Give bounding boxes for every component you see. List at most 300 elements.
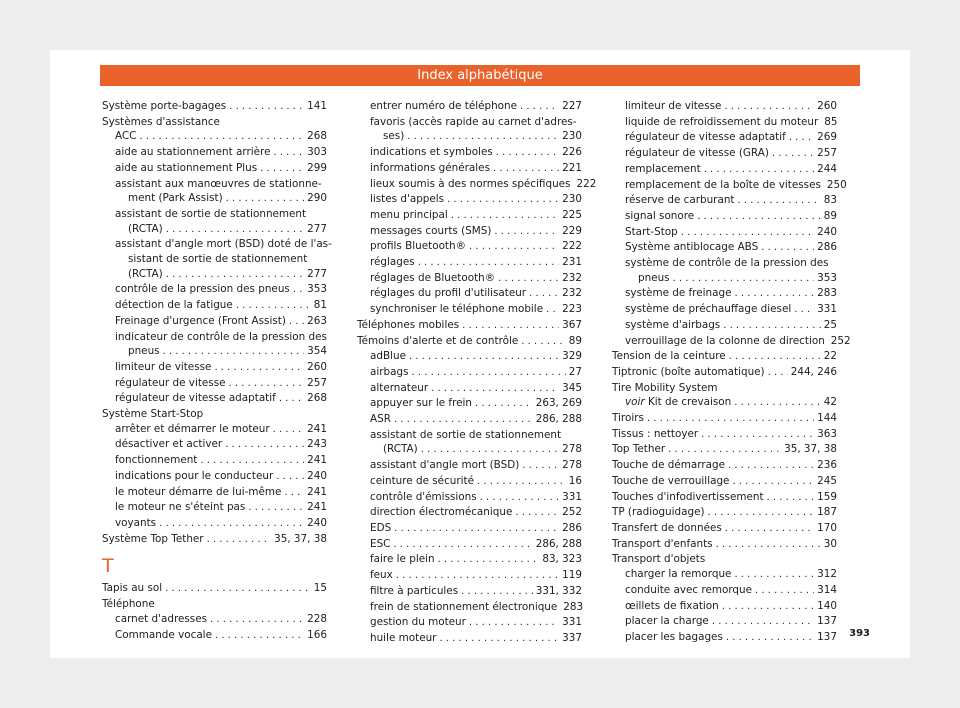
index-entry-label: Transport d'enfants xyxy=(612,537,713,550)
index-entry-page: 227 xyxy=(562,100,582,112)
index-entry xyxy=(357,615,582,631)
index-entry-label: sistant de sortie de stationnement xyxy=(128,253,308,266)
index-entry xyxy=(612,209,837,225)
index-entry-page: 331 xyxy=(562,490,582,503)
index-entry-page: 277 xyxy=(307,222,327,235)
index-entry xyxy=(357,177,597,193)
leader-dots xyxy=(529,286,559,302)
index-entry xyxy=(102,177,327,192)
index-entry-label: carnet d'adresses xyxy=(115,612,208,625)
index-entry-label: système de contrôle de la pression des xyxy=(625,257,829,270)
index-entry-page: 25 xyxy=(823,318,837,331)
index-entry-page: 260 xyxy=(307,360,327,373)
index-entry xyxy=(612,256,837,271)
index-entry-page: 236 xyxy=(817,459,837,472)
index-entry-label: ment (Park Assist) xyxy=(128,192,223,205)
index-entry-page: 268 xyxy=(307,130,327,143)
index-entry-label: ses) xyxy=(383,130,405,143)
index-entry-label: Témoins d'alerte et de contrôle xyxy=(357,334,519,347)
index-entry-label: profils Bluetooth® xyxy=(370,240,466,253)
leader-dots xyxy=(469,239,559,255)
index-entry-page: 363 xyxy=(817,427,837,440)
leader-dots xyxy=(159,516,304,532)
index-entry-page: 187 xyxy=(817,506,837,519)
leader-dots xyxy=(273,422,304,438)
index-entry-label: listes d'appels xyxy=(370,193,445,206)
index-entry-page: 144 xyxy=(817,412,837,425)
index-entry xyxy=(357,505,582,521)
index-entry-page: 42 xyxy=(823,396,837,409)
index-entry-label: EDS xyxy=(370,521,392,534)
index-entry-page: 241 xyxy=(307,501,327,514)
leader-dots xyxy=(289,314,304,330)
index-entry-page: 331 xyxy=(817,303,837,316)
index-entry xyxy=(102,207,327,222)
index-entry xyxy=(357,318,582,334)
index-entry xyxy=(612,427,837,443)
index-entry-page: 232 xyxy=(562,287,582,300)
index-entry-label: régulateur de vitesse (GRA) xyxy=(625,147,769,160)
index-entry-page: 241 xyxy=(307,485,327,498)
index-entry-label: placer la charge xyxy=(625,615,709,628)
index-entry xyxy=(612,552,837,567)
index-entry xyxy=(612,630,837,646)
index-entry xyxy=(102,422,327,438)
index-entry-label: indicateur de contrôle de la pression des xyxy=(115,330,327,343)
leader-dots xyxy=(276,469,304,485)
index-entry-label: menu principal xyxy=(370,208,448,221)
leader-dots xyxy=(293,282,304,298)
leader-dots xyxy=(225,437,304,453)
index-entry xyxy=(102,376,327,392)
index-entry-page: 250 xyxy=(826,178,847,191)
index-entry-label: réserve de carburant xyxy=(625,194,735,207)
index-entry xyxy=(612,334,851,350)
index-entry-page: 268 xyxy=(307,392,327,405)
index-entry-page: 159 xyxy=(817,490,837,503)
index-entry-label: ACC xyxy=(115,130,137,143)
page-number: 393 xyxy=(849,628,870,639)
leader-dots xyxy=(418,255,559,271)
index-entry xyxy=(102,437,327,453)
index-entry-page: 244, 246 xyxy=(790,365,837,378)
index-entry-label: réglages du profil d'utilisateur xyxy=(370,287,527,300)
index-entry-page: 329 xyxy=(562,350,582,363)
index-entry-label: Touche de démarrage xyxy=(612,459,726,472)
index-entry-page: 286, 288 xyxy=(535,537,582,550)
index-entry-label: TP (radioguidage) xyxy=(612,506,705,519)
index-entry xyxy=(357,302,582,318)
index-entry-label: Tiroirs xyxy=(612,412,644,425)
index-entry-label: (RCTA) xyxy=(128,222,163,235)
index-entry xyxy=(612,614,837,630)
index-entry xyxy=(357,129,582,145)
leader-dots xyxy=(407,129,559,145)
leader-dots xyxy=(165,581,311,597)
leader-dots xyxy=(475,396,533,412)
index-entry-label: contrôle de la pression des pneus xyxy=(115,283,290,296)
leader-dots xyxy=(462,318,559,334)
leader-dots xyxy=(494,224,559,240)
index-entry-page: 269 xyxy=(817,131,837,144)
index-column-2 xyxy=(357,99,597,647)
index-entry xyxy=(357,600,582,616)
leader-dots xyxy=(521,334,566,350)
index-entry-label: (RCTA) xyxy=(383,443,418,456)
index-entry-page: 222 xyxy=(562,240,582,253)
index-entry xyxy=(357,521,582,537)
index-entry-page: 278 xyxy=(562,443,582,456)
index-entry-page: 245 xyxy=(817,474,837,487)
index-entry xyxy=(612,130,837,146)
leader-dots xyxy=(794,302,814,318)
index-entry-page: 226 xyxy=(562,146,582,159)
index-entry-page: 22 xyxy=(823,350,837,363)
index-entry-page: 241 xyxy=(307,422,327,435)
index-entry-label: limiteur de vitesse xyxy=(115,360,212,373)
index-entry xyxy=(357,286,582,302)
leader-dots xyxy=(493,161,559,177)
leader-dots xyxy=(166,222,304,238)
index-entry-label: charger la remorque xyxy=(625,568,732,581)
index-entry-page: 260 xyxy=(817,100,837,112)
index-entry xyxy=(102,191,327,207)
leader-dots xyxy=(469,615,559,631)
index-entry xyxy=(612,411,837,427)
index-entry-page: 263, 269 xyxy=(535,397,582,410)
index-entry-page: 331, 332 xyxy=(535,584,582,597)
index-entry-page: 230 xyxy=(562,130,582,143)
index-entry-page: 354 xyxy=(307,345,327,358)
index-entry xyxy=(612,115,837,131)
leader-dots xyxy=(229,376,305,392)
index-entry-label: Téléphones mobiles xyxy=(357,318,460,331)
leader-dots xyxy=(210,612,304,628)
index-entry-label: pneus xyxy=(128,345,160,358)
index-entry xyxy=(357,381,582,397)
index-entry xyxy=(612,599,837,615)
index-entry xyxy=(357,224,582,240)
index-entry-page: 228 xyxy=(307,612,327,625)
index-entry xyxy=(102,360,327,376)
leader-dots xyxy=(393,537,532,553)
index-entry xyxy=(612,458,837,474)
index-entry xyxy=(357,192,582,208)
index-entry-label: frein de stationnement électronique xyxy=(370,600,558,613)
index-entry-label: Tire Mobility System xyxy=(612,381,718,394)
index-entry-page: 35, 37, 38 xyxy=(784,443,837,456)
index-entry xyxy=(357,631,582,647)
index-entry xyxy=(612,474,837,490)
leader-dots xyxy=(480,490,560,506)
index-entry-page: 89 xyxy=(568,334,582,347)
leader-dots xyxy=(647,411,814,427)
index-entry-label: informations générales xyxy=(370,161,490,174)
index-entry-page: 252 xyxy=(830,334,851,347)
index-entry xyxy=(357,208,582,224)
index-entry-page: 353 xyxy=(817,271,837,284)
index-entry-page: 312 xyxy=(817,568,837,581)
index-entry xyxy=(612,365,837,381)
index-entry-label: appuyer sur le frein xyxy=(370,397,472,410)
index-entry-page: 345 xyxy=(562,381,582,394)
index-entry-page: 331 xyxy=(562,616,582,629)
leader-dots xyxy=(673,271,815,287)
leader-dots xyxy=(546,302,559,318)
index-entry-page: 229 xyxy=(562,224,582,237)
leader-dots xyxy=(681,225,814,241)
leader-dots xyxy=(722,599,814,615)
index-entry-page: 230 xyxy=(562,193,582,206)
leader-dots xyxy=(166,267,304,283)
index-entry-page: 85 xyxy=(824,115,838,128)
leader-dots xyxy=(522,458,559,474)
index-entry xyxy=(612,567,837,583)
leader-dots xyxy=(515,505,559,521)
leader-dots xyxy=(734,567,814,583)
index-entry xyxy=(102,330,327,345)
index-entry-label: voir Kit de crevaison xyxy=(625,396,732,409)
index-entry-label: direction électromécanique xyxy=(370,506,513,519)
document-page xyxy=(50,50,910,658)
index-entry-page: 225 xyxy=(562,208,582,221)
leader-dots xyxy=(732,474,814,490)
index-entry-page: 137 xyxy=(817,615,837,628)
leader-dots xyxy=(215,628,304,644)
leader-dots xyxy=(668,442,781,458)
leader-dots xyxy=(284,485,304,501)
index-entry-label: Tissus : nettoyer xyxy=(612,427,699,440)
index-entry-label: faire le plein xyxy=(370,553,435,566)
index-entry xyxy=(102,485,327,501)
section-letter: T xyxy=(102,555,114,578)
leader-dots xyxy=(477,474,566,490)
index-entry-label: adBlue xyxy=(370,350,406,363)
index-entry xyxy=(357,568,582,584)
index-entry-label: Commande vocale xyxy=(115,628,212,641)
leader-dots xyxy=(734,286,814,302)
leader-dots xyxy=(396,568,559,584)
index-entry-label: huile moteur xyxy=(370,631,437,644)
index-entry-label: détection de la fatigue xyxy=(115,299,233,312)
index-entry-page: 244 xyxy=(817,162,837,175)
index-entry-label: synchroniser le téléphone mobile xyxy=(370,303,544,316)
index-entry-page: 232 xyxy=(562,271,582,284)
index-entry xyxy=(102,237,332,252)
index-entry xyxy=(357,396,582,412)
index-entry-label: aide au stationnement Plus xyxy=(115,161,258,174)
index-entry-label: fonctionnement xyxy=(115,454,198,467)
index-entry-label: conduite avec remorque xyxy=(625,583,752,596)
leader-dots xyxy=(728,458,814,474)
index-entry-page: 222 xyxy=(576,177,597,190)
index-entry-label: lieux soumis à des normes spécifiques xyxy=(370,177,571,190)
index-entry xyxy=(102,267,327,283)
index-entry-page: 240 xyxy=(307,469,327,482)
index-entry-page: 257 xyxy=(307,376,327,389)
index-entry xyxy=(612,490,837,506)
index-entry-label: signal sonore xyxy=(625,209,695,222)
leader-dots xyxy=(229,99,304,115)
index-entry-label: Système Start-Stop xyxy=(102,408,204,421)
leader-dots xyxy=(431,381,559,397)
index-entry-page: 277 xyxy=(307,267,327,280)
index-entry-page: 257 xyxy=(817,147,837,160)
index-entry-page: 263 xyxy=(307,314,327,327)
index-entry xyxy=(357,412,582,428)
index-entry xyxy=(357,271,582,287)
leader-dots xyxy=(772,146,814,162)
index-entry-label: entrer numéro de téléphone xyxy=(370,100,518,112)
index-entry xyxy=(357,365,582,381)
index-entry xyxy=(357,537,582,553)
index-entry-label: système de préchauffage diesel xyxy=(625,303,792,316)
index-entry xyxy=(102,628,327,644)
index-entry-label: le moteur démarre de lui-même xyxy=(115,485,282,498)
index-entry-page: 299 xyxy=(307,161,327,174)
index-entry-label: Systèmes d'assistance xyxy=(102,115,220,128)
index-entry-page: 16 xyxy=(568,474,582,487)
leader-dots xyxy=(412,365,566,381)
index-entry xyxy=(357,99,582,115)
index-entry-label: contrôle d'émissions xyxy=(370,490,477,503)
index-entry-page: 89 xyxy=(823,209,837,222)
index-entry xyxy=(102,222,327,238)
index-entry-page: 290 xyxy=(307,192,327,205)
index-entry-label: indications et symboles xyxy=(370,146,493,159)
leader-dots xyxy=(716,537,821,553)
leader-dots xyxy=(789,130,814,146)
index-entry-label: gestion du moteur xyxy=(370,616,466,629)
index-entry xyxy=(357,490,582,506)
index-entry xyxy=(612,395,837,411)
leader-dots xyxy=(248,500,304,516)
index-entry-label: œillets de fixation xyxy=(625,599,719,612)
index-entry xyxy=(102,469,327,485)
index-entry-label: verrouillage de la colonne de direction xyxy=(625,334,825,347)
index-entry-page: 81 xyxy=(313,299,327,312)
leader-dots xyxy=(761,240,814,256)
index-entry xyxy=(612,240,837,256)
index-entry-label: Start-Stop xyxy=(625,225,678,238)
index-entry-page: 140 xyxy=(817,599,837,612)
index-entry xyxy=(612,349,837,365)
index-entry-label: remplacement xyxy=(625,162,701,175)
index-entry-page: 221 xyxy=(562,161,582,174)
index-entry xyxy=(357,161,582,177)
index-entry-label: Tiptronic (boîte automatique) xyxy=(612,365,765,378)
index-entry xyxy=(357,255,582,271)
index-entry-label: système de freinage xyxy=(625,287,732,300)
index-entry xyxy=(357,458,582,474)
index-entry-label: Tapis au sol xyxy=(102,582,163,595)
index-entry xyxy=(102,145,327,161)
index-entry xyxy=(102,344,327,360)
index-entry xyxy=(612,537,837,553)
index-entry-page: 166 xyxy=(307,628,327,641)
index-entry xyxy=(357,584,582,600)
leader-dots xyxy=(701,427,814,443)
index-entry-label: Freinage d'urgence (Front Assist) xyxy=(115,314,286,327)
index-entry-label: Touche de verrouillage xyxy=(612,474,730,487)
index-entry-label: assistant d'angle mort (BSD) doté de l'as- xyxy=(115,238,332,251)
index-entry-label: alternateur xyxy=(370,381,429,394)
index-entry-page: 27 xyxy=(568,365,582,378)
leader-dots xyxy=(704,162,814,178)
index-entry-label: aide au stationnement arrière xyxy=(115,146,271,159)
index-entry xyxy=(102,298,327,314)
leader-dots xyxy=(498,271,559,287)
index-entry-page: 170 xyxy=(817,521,837,534)
index-entry xyxy=(612,521,837,537)
index-entry xyxy=(357,145,582,161)
index-entry xyxy=(102,282,327,298)
index-entry xyxy=(102,581,327,597)
index-entry-label: désactiver et activer xyxy=(115,438,223,451)
leader-dots xyxy=(729,349,821,365)
index-entry xyxy=(102,391,327,407)
index-entry xyxy=(102,252,327,267)
index-entry xyxy=(102,516,327,532)
index-entry-page: 119 xyxy=(562,569,582,582)
leader-dots xyxy=(438,552,540,568)
leader-dots xyxy=(755,583,814,599)
leader-dots xyxy=(273,145,304,161)
leader-dots xyxy=(394,521,559,537)
index-entry xyxy=(612,271,837,287)
leader-dots xyxy=(139,129,304,145)
index-entry-label: assistant aux manœuvres de stationne- xyxy=(115,177,322,190)
index-entry xyxy=(357,239,582,255)
index-entry-label: voyants xyxy=(115,516,157,529)
leader-dots xyxy=(207,532,272,548)
index-entry xyxy=(357,442,582,458)
index-entry-label: assistant d'angle mort (BSD) xyxy=(370,459,520,472)
index-entry xyxy=(612,162,837,178)
index-entry-label: réglages de Bluetooth® xyxy=(370,271,496,284)
index-entry xyxy=(612,381,837,396)
index-entry xyxy=(357,115,582,130)
index-entry-label: limiteur de vitesse xyxy=(625,100,722,112)
index-entry xyxy=(357,349,582,365)
leader-dots xyxy=(260,161,304,177)
index-entry-label: (RCTA) xyxy=(128,267,163,280)
index-entry xyxy=(612,193,837,209)
index-entry-label: placer les bagages xyxy=(625,630,723,643)
leader-dots xyxy=(439,631,559,647)
index-entry xyxy=(612,583,837,599)
index-entry-label: favoris (accès rapide au carnet d'adres- xyxy=(370,115,577,128)
index-entry xyxy=(612,318,837,334)
index-entry-label: assistant de sortie de stationnement xyxy=(370,428,562,441)
index-entry-label: feux xyxy=(370,569,393,582)
index-entry-label: Touches d'infodivertissement xyxy=(612,490,764,503)
index-entry-page: 314 xyxy=(817,583,837,596)
index-entry xyxy=(102,99,327,115)
index-entry-page: 83, 323 xyxy=(542,553,582,566)
index-entry-page: 367 xyxy=(562,318,582,331)
index-entry-page: 286 xyxy=(562,521,582,534)
leader-dots xyxy=(723,318,821,334)
index-entry-label: pneus xyxy=(638,271,670,284)
index-entry-label: Téléphone xyxy=(102,598,155,611)
index-entry xyxy=(102,129,327,145)
index-entry-label: liquide de refroidissement du moteur xyxy=(625,115,819,128)
index-entry-page: 286 xyxy=(817,241,837,254)
leader-dots xyxy=(520,99,559,115)
index-entry-page: 283 xyxy=(563,600,584,613)
index-entry xyxy=(357,474,582,490)
